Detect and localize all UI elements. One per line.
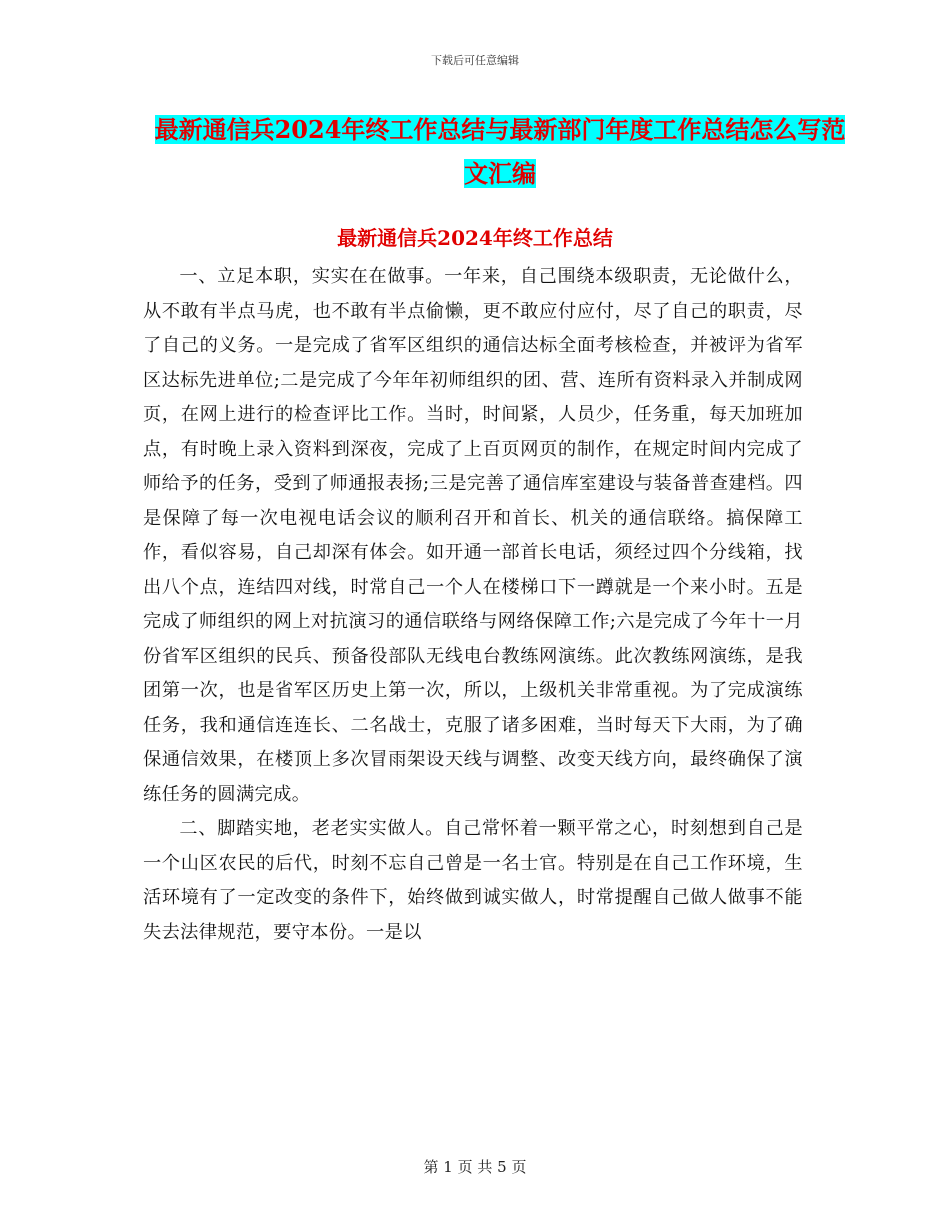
header-note: 下载后可任意编辑 xyxy=(431,54,519,67)
section-title: 最新通信兵2024年终工作总结 xyxy=(337,226,613,250)
title-highlight: 最新通信兵2024年终工作总结与最新部门年度工作总结怎么写范文汇编 xyxy=(154,115,846,188)
paragraph-1: 一、立足本职，实实在在做事。一年来，自己围绕本级职责，无论做什么，从不敢有半点马虎，也不敢有半点偷懒，更不敢应付应付，尽了自己的职责，尽了自己的义务。一是完成了省军区组织的通信达标全面考核检查，并被评为省军区达标先进单位;二是完成了今年年初师组织的团、营、连所有资料录入并制成网页，在网上进行的检查评比工作。当时，时间紧，人员少，任务重，每天加班加点，有时晚上录入资料到深夜，完成了上百页网页的制作，在规定时间内完成了师给予的任务，受到了师通报表扬;三是完善了通信库室建设与装备普查建档。四是保障了每一次电视电话会议的顺利召开和首长、机关的通信联络。搞保障工作，看似容易，自己却深有体会。如开通一部首长电话，须经过四个分线箱，找出八个点，连结四对线，时常自己一个人在楼梯口下一蹲就是一个来小时。五是完成了师组织的网上对抗演习的通信联络与网络保障工作;六是完成了今年十一月份省军区组织的民兵、预备役部队无线电台教练网演练。此次教练网演练，是我团第一次，也是省军区历史上第一次，所以，上级机关非常重视。为了完成演练任务，我和通信连连长、二名战士，克服了诸多困难，当时每天下大雨，为了确保通信效果，在楼顶上多次冒雨架设天线与调整、改变天线方向，最终确保了演练任务的圆满完成。 xyxy=(143,266,803,805)
page-footer: 第 1 页 共 5 页 xyxy=(423,1158,527,1176)
body-text xyxy=(143,260,803,950)
paragraph-2: 二、脚踏实地，老老实实做人。自己常怀着一颗平常之心，时刻想到自己是一个山区农民的后代，时刻不忘自己曾是一名士官。特别是在自己工作环境，生活环境有了一定改变的条件下，始终做到诚实做人，时常提醒自己做人做事不能失去法律规范，要守本份。一是以 xyxy=(143,818,803,943)
document-title xyxy=(150,108,850,196)
